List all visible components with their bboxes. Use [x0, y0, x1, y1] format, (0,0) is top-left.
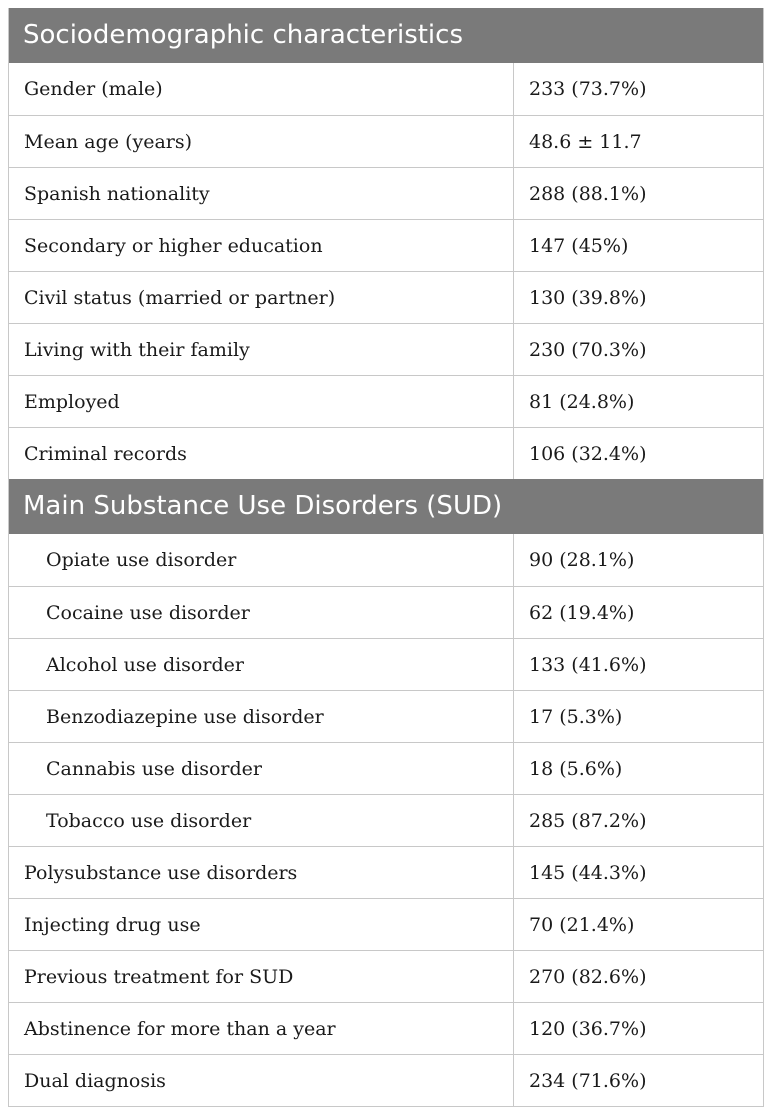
row-label: Opiate use disorder: [9, 534, 514, 586]
section-header-sociodemographic: Sociodemographic characteristics: [9, 8, 763, 63]
section-header-sud: Main Substance Use Disorders (SUD): [9, 479, 763, 534]
row-label: Alcohol use disorder: [9, 639, 514, 690]
table-row: [9, 898, 763, 950]
table-row: [9, 1002, 763, 1054]
table-row: [9, 534, 763, 586]
row-label: Secondary or higher education: [9, 220, 514, 271]
row-label: Cannabis use disorder: [9, 743, 514, 794]
row-value: 106 (32.4%): [529, 442, 647, 465]
row-label: Mean age (years): [9, 116, 514, 167]
row-value: 234 (71.6%): [529, 1069, 647, 1092]
row-value: 145 (44.3%): [529, 861, 647, 884]
row-value: 48.6 ± 11.7: [529, 130, 642, 153]
row-label: Abstinence for more than a year: [9, 1003, 514, 1054]
table-row: [9, 63, 763, 115]
characteristics-table: [8, 8, 764, 1107]
table-row: [9, 115, 763, 167]
row-label: Tobacco use disorder: [9, 795, 514, 846]
row-label: Gender (male): [9, 63, 514, 115]
table-row: [9, 323, 763, 375]
row-value: 147 (45%): [529, 234, 629, 257]
row-label: Living with their family: [9, 324, 514, 375]
table-row: [9, 219, 763, 271]
row-label: Injecting drug use: [9, 899, 514, 950]
row-value: 90 (28.1%): [529, 549, 635, 571]
table-row: [9, 586, 763, 638]
row-label: Spanish nationality: [9, 168, 514, 219]
row-value: 120 (36.7%): [529, 1017, 647, 1040]
row-label: Employed: [9, 376, 514, 427]
row-value: 230 (70.3%): [529, 338, 647, 361]
row-value: 133 (41.6%): [529, 653, 647, 676]
table-row: [9, 271, 763, 323]
row-label: Criminal records: [9, 428, 514, 479]
row-label: Civil status (married or partner): [9, 272, 514, 323]
row-label: Dual diagnosis: [9, 1055, 514, 1106]
row-value: 81 (24.8%): [529, 390, 635, 413]
row-value: 233 (73.7%): [529, 78, 647, 100]
row-value: 17 (5.3%): [529, 705, 623, 728]
row-value: 285 (87.2%): [529, 809, 647, 832]
table-row: [9, 427, 763, 479]
table-row: [9, 1054, 763, 1106]
row-label: Cocaine use disorder: [9, 587, 514, 638]
table-row: [9, 638, 763, 690]
row-value: 288 (88.1%): [529, 182, 647, 205]
row-value: 18 (5.6%): [529, 757, 623, 780]
table-row: [9, 950, 763, 1002]
row-label: Polysubstance use disorders: [9, 847, 514, 898]
table-row: [9, 794, 763, 846]
row-value: 62 (19.4%): [529, 601, 635, 624]
table-row: [9, 375, 763, 427]
table-row: [9, 742, 763, 794]
row-label: Previous treatment for SUD: [9, 951, 514, 1002]
table-row: [9, 846, 763, 898]
table-row: [9, 167, 763, 219]
row-value: 130 (39.8%): [529, 286, 647, 309]
row-label: Benzodiazepine use disorder: [9, 691, 514, 742]
row-value: 270 (82.6%): [529, 965, 647, 988]
table-row: [9, 690, 763, 742]
row-value: 70 (21.4%): [529, 913, 635, 936]
